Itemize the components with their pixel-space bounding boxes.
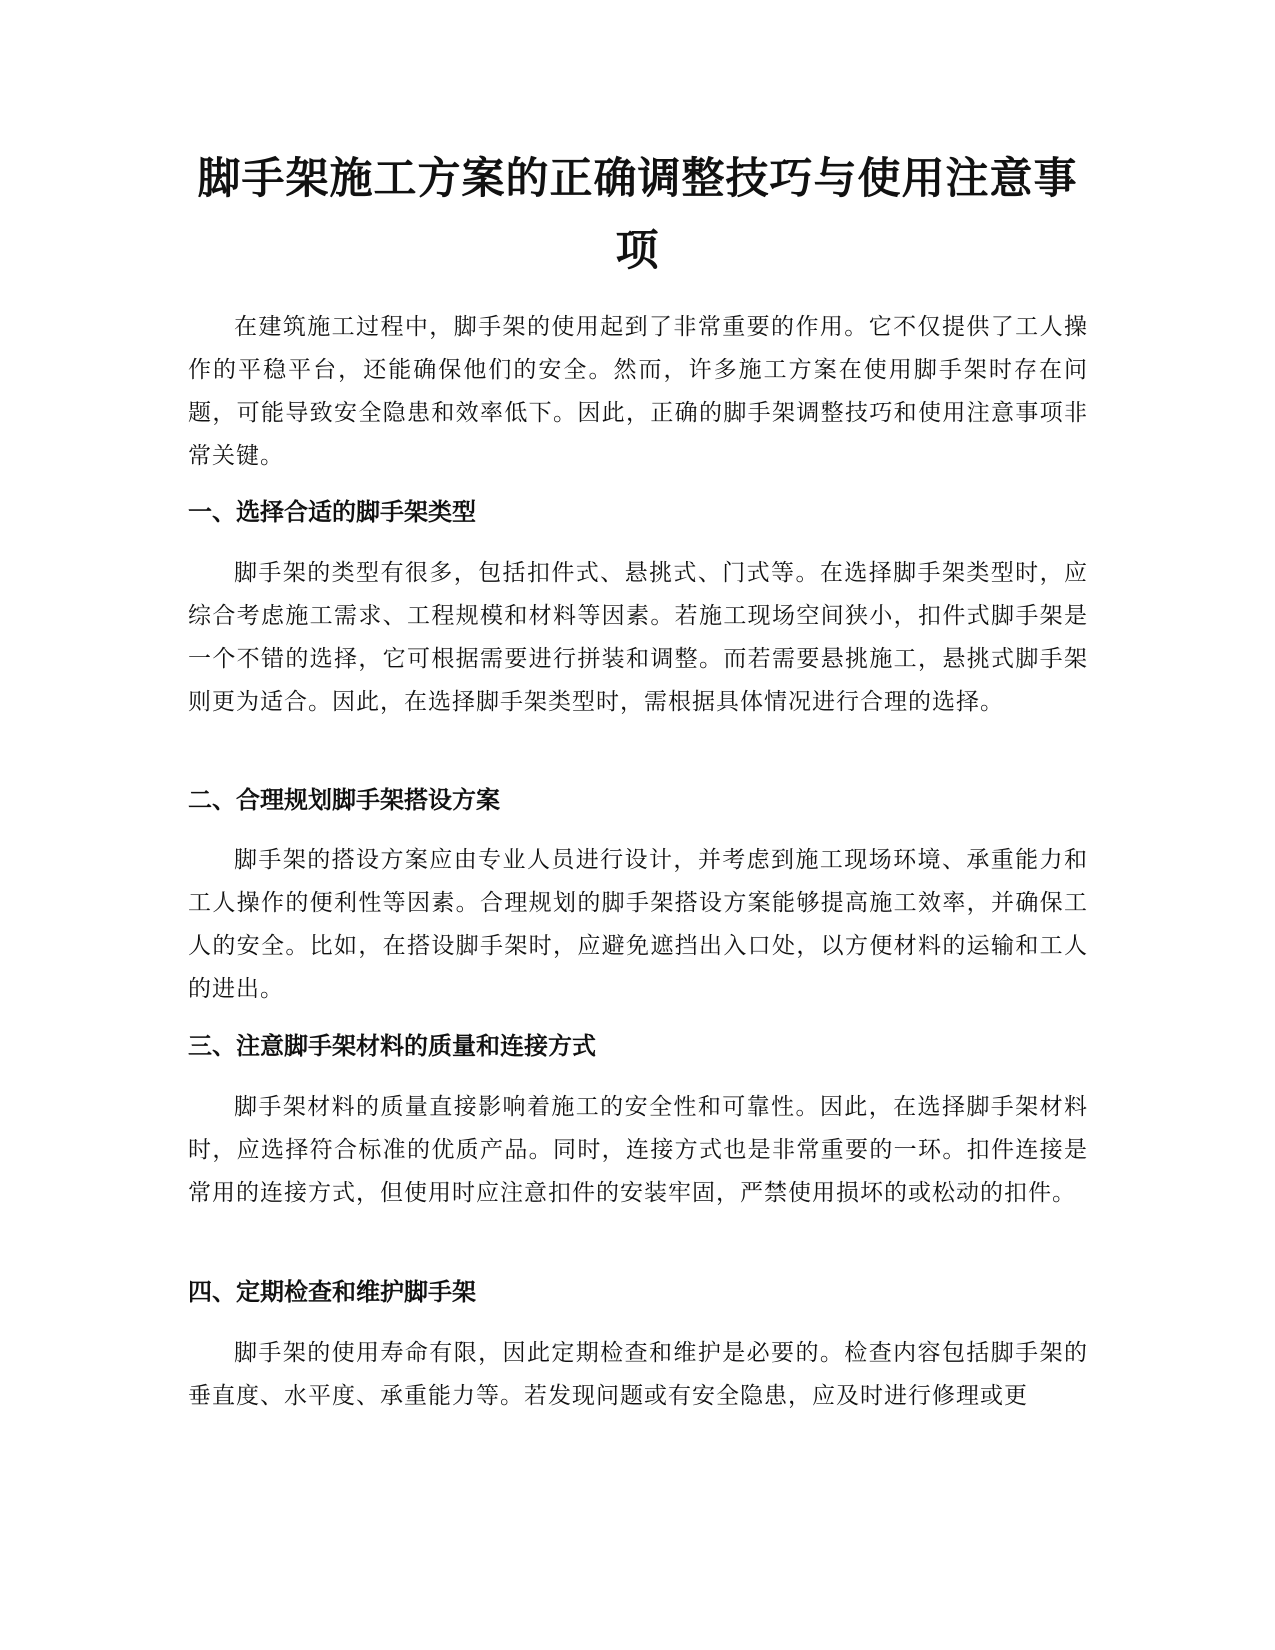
section-2-body: 脚手架的搭设方案应由专业人员进行设计，并考虑到施工现场环境、承重能力和工人操作的便利性等因素。合理规划的脚手架搭设方案能够提高施工效率，并确保工人的安全。比如，在搭设脚手架时，应避免遮挡出入口处，以方便材料的运输和工人的进出。 [188,847,1088,1002]
section-3-heading: 三、注意脚手架材料的质量和连接方式 [188,1032,596,1060]
document-title: 脚手架施工方案的正确调整技巧与使用注意事项 [197,154,1078,276]
section-2-heading: 二、合理规划脚手架搭设方案 [188,786,500,814]
section-1-body: 脚手架的类型有很多，包括扣件式、悬挑式、门式等。在选择脚手架类型时，应综合考虑施工需求、工程规模和材料等因素。若施工现场空间狭小，扣件式脚手架是一个不错的选择，它可根据需要进行拼装和调整。而若需要悬挑施工，悬挑式脚手架则更为适合。因此，在选择脚手架类型时，需根据具体情况进行合理的选择。 [188,560,1088,715]
section-4-heading: 四、定期检查和维护脚手架 [188,1278,476,1306]
intro-paragraph: 在建筑施工过程中，脚手架的使用起到了非常重要的作用。它不仅提供了工人操作的平稳平台，还能确保他们的安全。然而，许多施工方案在使用脚手架时存在问题，可能导致安全隐患和效率低下。因此，正确的脚手架调整技巧和使用注意事项非常关键。 [188,314,1088,469]
section-4-body: 脚手架的使用寿命有限，因此定期检查和维护是必要的。检查内容包括脚手架的垂直度、水平度、承重能力等。若发现问题或有安全隐患，应及时进行修理或更 [188,1340,1088,1409]
section-3-body: 脚手架材料的质量直接影响着施工的安全性和可靠性。因此，在选择脚手架材料时，应选择符合标准的优质产品。同时，连接方式也是非常重要的一环。扣件连接是常用的连接方式，但使用时应注意扣件的安装牢固，严禁使用损坏的或松动的扣件。 [188,1094,1088,1206]
section-1-heading: 一、选择合适的脚手架类型 [188,498,476,526]
